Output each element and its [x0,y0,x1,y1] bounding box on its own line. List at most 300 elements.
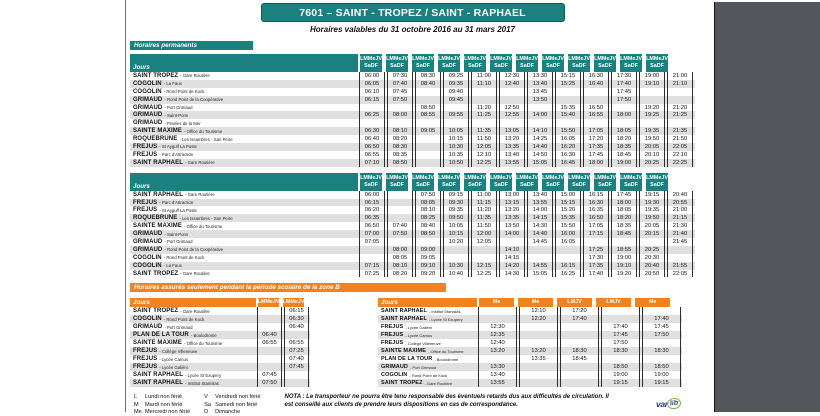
time-cell: 07:05 [359,238,385,246]
stop-detail: - Prairies de la Mer [164,120,201,126]
time-cell [387,206,413,214]
stop-city: GRIMAUD [133,231,163,238]
table-row [378,371,682,379]
time-cell: 08:50 [415,230,441,238]
time-cell: 22:10 [667,151,693,159]
time-cell [471,246,497,254]
route-title [261,3,565,22]
stop-label [130,119,358,127]
time-cell [415,151,441,159]
table-row [130,339,310,347]
stop-label [130,88,358,96]
header-line: SaDF [650,181,664,188]
stop-label [130,72,358,80]
time-cell [478,355,517,363]
stop-detail: - Rond Point de la Coopérative [164,97,224,103]
time-cell [257,315,282,323]
time-cell: 18:20 [611,214,637,222]
jours-header: Jours [130,173,358,191]
time-cell: 21:00 [667,72,693,80]
table-row [130,214,695,222]
time-cell: 17:40 [583,270,609,278]
time-cell: 06:55 [359,151,385,159]
stop-detail: - St Aygulf La Poste [159,144,197,150]
table-row [130,238,695,246]
time-cell: 12:40 [478,339,517,347]
time-cell: 20:05 [639,222,665,230]
table-row [130,270,695,278]
stop-city: SAINT RAPHAEL [133,372,183,379]
stop-city: SAINT RAPHAEL [133,380,183,387]
stop-detail: - Parc d'Attraction [159,152,194,158]
time-cell: 14:30 [499,270,525,278]
table-row [130,72,695,80]
time-cell: 07:30 [387,72,413,80]
time-cell: 06:40 [284,323,309,331]
header-line: SaDF [468,63,482,69]
stop-city: ROQUEBRUNE [133,136,178,143]
time-cell: 13:55 [499,159,525,167]
time-cell: 18:55 [611,246,637,254]
day-column-header [593,173,617,191]
time-cell: 08:30 [387,143,413,151]
time-cell [359,104,385,112]
time-cell [601,355,640,363]
time-cell [415,119,441,127]
table-row [130,379,310,387]
stop-detail: - Gare Routière [424,380,453,386]
header-line: LMMeJV [516,174,538,181]
time-cell: 17:30 [611,72,637,80]
time-cell [583,119,609,127]
time-cell: 06:40 [257,331,282,339]
header-line: SaDF [572,63,586,69]
time-cell: 11:10 [471,80,497,88]
stop-detail: - Les Issambres - San Peire [179,215,233,221]
time-cell: 15:15 [555,199,581,207]
stop-label [130,96,358,104]
table-row [378,315,682,323]
time-cell: 13:30 [478,363,517,371]
table-row [130,88,695,96]
time-cell [560,363,599,371]
stop-label [130,111,358,119]
stop-detail: - Rond Point de Kock [409,372,448,378]
table-row [130,355,310,363]
time-cell: 08:10 [387,127,413,135]
time-cell: 19:35 [639,127,665,135]
time-cell: 13:15 [499,199,525,207]
time-cell: 14:40 [527,230,553,238]
time-cell: 18:05 [611,127,637,135]
time-cell: 09:35 [443,206,469,214]
time-cell: 09:30 [443,199,469,207]
header-line: SaDF [468,181,482,188]
stop-city: GRIMAUD [133,246,163,253]
time-cell [284,331,309,339]
time-cell: 20:50 [639,270,665,278]
time-cell: 11:50 [471,222,497,230]
header-line: SaDF [624,181,638,188]
time-cell [519,331,558,339]
header-line: SaDF [442,63,456,69]
stop-label [130,135,358,143]
time-cell [601,315,640,323]
timetable-outbound [130,54,695,167]
header-line: Me [492,299,501,306]
header-line: LMMeJV [646,174,668,181]
header-line: LMMeJV [412,56,434,62]
time-cell: 18:30 [601,347,640,355]
table-row [130,262,695,270]
time-cell: 12:25 [471,159,497,167]
time-cell: 13:35 [499,143,525,151]
time-cell [519,323,558,331]
time-cell: 18:50 [601,363,640,371]
time-cell: 14:20 [499,262,525,270]
stop-detail: - Lycée St Exupery [184,372,222,378]
time-cell: 16:35 [583,206,609,214]
stop-label [130,315,256,323]
header-line: LMMeJV [257,299,280,306]
time-cell: 07:25 [284,347,309,355]
day-codes-legend [134,394,261,416]
stop-city: SAINTE MAXIME [133,223,182,230]
jours-header: Jours [130,54,358,72]
time-cell: 16:40 [583,80,609,88]
header-line: SaDF [390,181,404,188]
time-cell: 19:50 [639,214,665,222]
time-cell: 14:10 [499,246,525,254]
header-line: LMMeJV [386,56,408,62]
header-line: SaDF [546,63,560,69]
time-cell: 18:00 [583,159,609,167]
time-cell: 12:30 [499,72,525,80]
stop-detail: - Boulodrome [190,332,217,338]
time-cell: 17:20 [583,135,609,143]
table-row [130,96,695,104]
time-cell: 12:55 [499,111,525,119]
time-cell [519,363,558,371]
time-cell [443,119,469,127]
time-cell: 13:40 [527,191,553,199]
day-column-header [593,54,617,72]
header-line: SaDF [650,63,664,69]
time-cell: 16:45 [555,159,581,167]
time-cell: 22:05 [667,143,693,151]
time-cell: 12:10 [519,307,558,315]
header-line: SaDF [624,63,638,69]
time-cell: 06:10 [359,88,385,96]
stop-label [378,339,477,347]
stop-city: GRIMAUD [133,238,163,245]
time-cell: 16:50 [583,214,609,222]
time-cell: 21:50 [667,135,693,143]
stop-city: GRIMAUD [133,324,163,331]
time-cell: 16:15 [583,191,609,199]
header-line: SaDF [598,63,612,69]
header-line: LMMeJV [620,56,642,62]
stop-label [378,307,477,315]
stop-detail: - Office du Tourisme [183,128,223,134]
stop-city: SAINTE MAXIME [381,348,426,355]
viewer-background-panel [714,2,820,412]
stop-city: GRIMAUD [133,112,163,119]
time-cell: 22:25 [667,159,693,167]
timetable-return [130,173,695,278]
time-cell: 19:00 [611,254,637,262]
stop-city: PLAN DE LA TOUR [133,332,189,339]
day-column-header [645,173,669,191]
time-cell [527,246,553,254]
time-cell [642,339,681,347]
time-cell: 08:00 [387,111,413,119]
time-cell [415,135,441,143]
validity-subtitle: Horaires valables du 31 octobre 2016 au 31 mars 2017 [309,25,515,34]
time-cell: 14:00 [527,206,553,214]
stop-city: COGOLIN [381,372,408,379]
stop-detail: - La Faux [163,263,182,269]
header-line: SaDF [572,181,586,188]
stop-label [130,246,358,254]
time-cell: 07:50 [387,230,413,238]
time-cell [387,191,413,199]
time-cell: 15:20 [555,206,581,214]
stop-city: SAINTE MAXIME [133,128,182,135]
header-line: LMMeJV [646,56,668,62]
stop-label [378,315,477,323]
time-cell: 06:15 [284,307,309,315]
time-cell [499,88,525,96]
time-cell: 14:15 [527,214,553,222]
time-cell: 17:35 [583,143,609,151]
time-cell: 13:00 [499,191,525,199]
time-cell: 11:35 [471,127,497,135]
stop-city: SAINT RAPHAEL [381,308,427,315]
day-column-header [463,173,487,191]
time-cell [560,371,599,379]
time-cell: 15:35 [555,214,581,222]
time-cell: 18:35 [611,222,637,230]
time-cell: 18:35 [611,143,637,151]
table-row [378,379,682,387]
legend-label: Mercredi non férié [145,409,191,416]
time-cell: 19:00 [601,371,640,379]
header-line: LMMeJV [516,56,538,62]
time-cell: 20:40 [639,262,665,270]
day-column-header [567,173,591,191]
table-row [130,191,695,199]
stop-detail: - Gare Routière [184,160,215,166]
legend-code: V [204,394,208,401]
header-line: LMMeJV [594,174,616,181]
time-cell: 06:55 [284,339,309,347]
stop-label [130,363,256,371]
time-cell: 08:05 [415,199,441,207]
time-cell [601,307,640,315]
time-cell: 10:05 [443,222,469,230]
day-column-header [595,298,632,307]
stop-label [130,254,358,262]
time-cell: 06:00 [359,72,385,80]
time-cell: 16:30 [583,199,609,207]
header-line: LMJV [567,299,582,306]
time-cell: 17:20 [560,307,599,315]
time-cell [667,254,693,262]
header-line: LMMeJV [490,56,512,62]
time-cell: 11:20 [471,206,497,214]
legend-code: M [134,401,139,408]
time-cell [415,159,441,167]
time-cell: 19:10 [611,262,637,270]
stop-detail: - Lycée Galiéni [159,364,188,370]
time-cell [478,315,517,323]
header-line: LMMeJV [542,174,564,181]
time-cell: 18:45 [611,151,637,159]
time-cell: 20:05 [639,143,665,151]
header-line: SaDF [520,63,534,69]
time-cell: 13:50 [527,96,553,104]
stop-detail: - Port Grimaud [409,364,437,370]
stop-city: FREJUS [133,356,158,363]
stop-detail: - Institut Stanislas [184,380,219,386]
day-column-header [634,298,671,307]
header-line: LMMeJV [594,56,616,62]
time-cell [583,88,609,96]
time-cell: 12:05 [471,143,497,151]
stop-city: GRIMAUD [133,96,163,103]
legend-code: Me [134,409,142,416]
stop-detail: - Rond Point de Kock [163,89,205,95]
time-cell [667,88,693,96]
time-cell: 13:30 [527,72,553,80]
nota-text: NOTA : Le transporteur ne pourra être tenu responsable des éventuels retards dus aux difficultés de circulation. Il est conseillé aux clients de prendre leurs dispositions en cas de correspondance. [284,394,609,408]
header-line: Me [531,299,540,306]
time-cell: 16:00 [555,230,581,238]
stop-detail: - Institut Stanislas [428,308,461,314]
time-cell: 07:40 [284,355,309,363]
stop-label [378,379,477,387]
header-line: LMMeJV [464,174,486,181]
stop-city: FREJUS [381,324,404,331]
time-cell: 08:30 [415,72,441,80]
table-row [130,135,695,143]
time-cell: 10:30 [443,143,469,151]
time-cell: 14:55 [527,262,553,270]
time-cell: 06:30 [359,127,385,135]
time-cell [387,238,413,246]
time-cell: 14:00 [527,111,553,119]
header-line: SaDF [598,181,612,188]
stop-label [378,371,477,379]
time-cell [387,104,413,112]
varlib-logo-lib: lib [666,398,682,411]
stop-city: SAINT RAPHAEL [381,316,427,323]
time-cell [611,238,637,246]
stop-label [130,331,256,339]
time-cell: 15:05 [527,159,553,167]
time-cell [560,339,599,347]
stop-city: SAINTE MAXIME [133,340,182,347]
stop-detail: - Office du Tourisme [183,223,223,229]
legend-code: L [134,394,138,401]
stop-detail: - Gare Routière [184,192,215,198]
time-cell: 19:25 [639,111,665,119]
time-cell: 13:55 [478,379,517,387]
time-cell: 10:15 [443,230,469,238]
table-row [130,222,695,230]
header-line: LMMeJV [464,56,486,62]
school-tables [130,294,695,386]
time-cell: 17:45 [583,151,609,159]
table-row [130,143,695,151]
time-cell [359,246,385,254]
legend-item [134,394,190,401]
stop-label [130,214,358,222]
table-row [130,80,695,88]
time-cell: 10:20 [443,238,469,246]
time-cell [257,347,282,355]
stop-city: COGOLIN [133,80,162,87]
time-cell: 07:40 [387,222,413,230]
header-line: LMMeJV [360,56,382,62]
time-cell: 12:30 [478,323,517,331]
legend-label: Samedi non férié [215,401,258,408]
time-cell [583,96,609,104]
table-row [130,104,695,112]
stop-detail: - Gare Routière [180,271,210,277]
time-cell: 16:50 [583,104,609,112]
time-cell [387,119,413,127]
day-column-header [385,54,409,72]
time-cell: 17:40 [560,315,599,323]
time-cell: 10:50 [443,159,469,167]
time-cell: 17:25 [583,246,609,254]
time-cell: 16:55 [583,111,609,119]
time-cell: 15:15 [555,72,581,80]
time-cell: 11:20 [471,104,497,112]
header-line: Me [648,299,657,306]
header-line: SaDF [364,63,378,69]
day-column-header [437,173,461,191]
stop-city: COGOLIN [133,262,162,269]
time-cell: 09:15 [443,191,469,199]
time-cell: 17:45 [601,331,640,339]
stop-detail: - Saint-Pons [164,231,189,237]
time-cell: 10:35 [443,151,469,159]
time-cell [471,96,497,104]
time-cell: 21:15 [667,214,693,222]
time-cell: 06:55 [257,339,282,347]
time-cell: 19:15 [639,191,665,199]
time-cell: 11:50 [471,135,497,143]
stop-label [378,363,477,371]
time-cell: 06:35 [359,214,385,222]
time-cell: 13:40 [478,371,517,379]
legend-column [204,394,260,416]
time-cell: 17:45 [642,323,681,331]
stop-detail: - Rond Point de Kock [163,255,205,261]
time-cell: 06:25 [359,111,385,119]
jours-header: Jours [378,298,477,307]
time-cell: 16:05 [555,238,581,246]
header-line: LMMeJV [568,56,590,62]
time-cell: 08:50 [387,159,413,167]
time-cell [415,238,441,246]
time-cell: 07:45 [387,88,413,96]
timetable-school-morning [130,298,310,387]
stop-label [130,104,358,112]
